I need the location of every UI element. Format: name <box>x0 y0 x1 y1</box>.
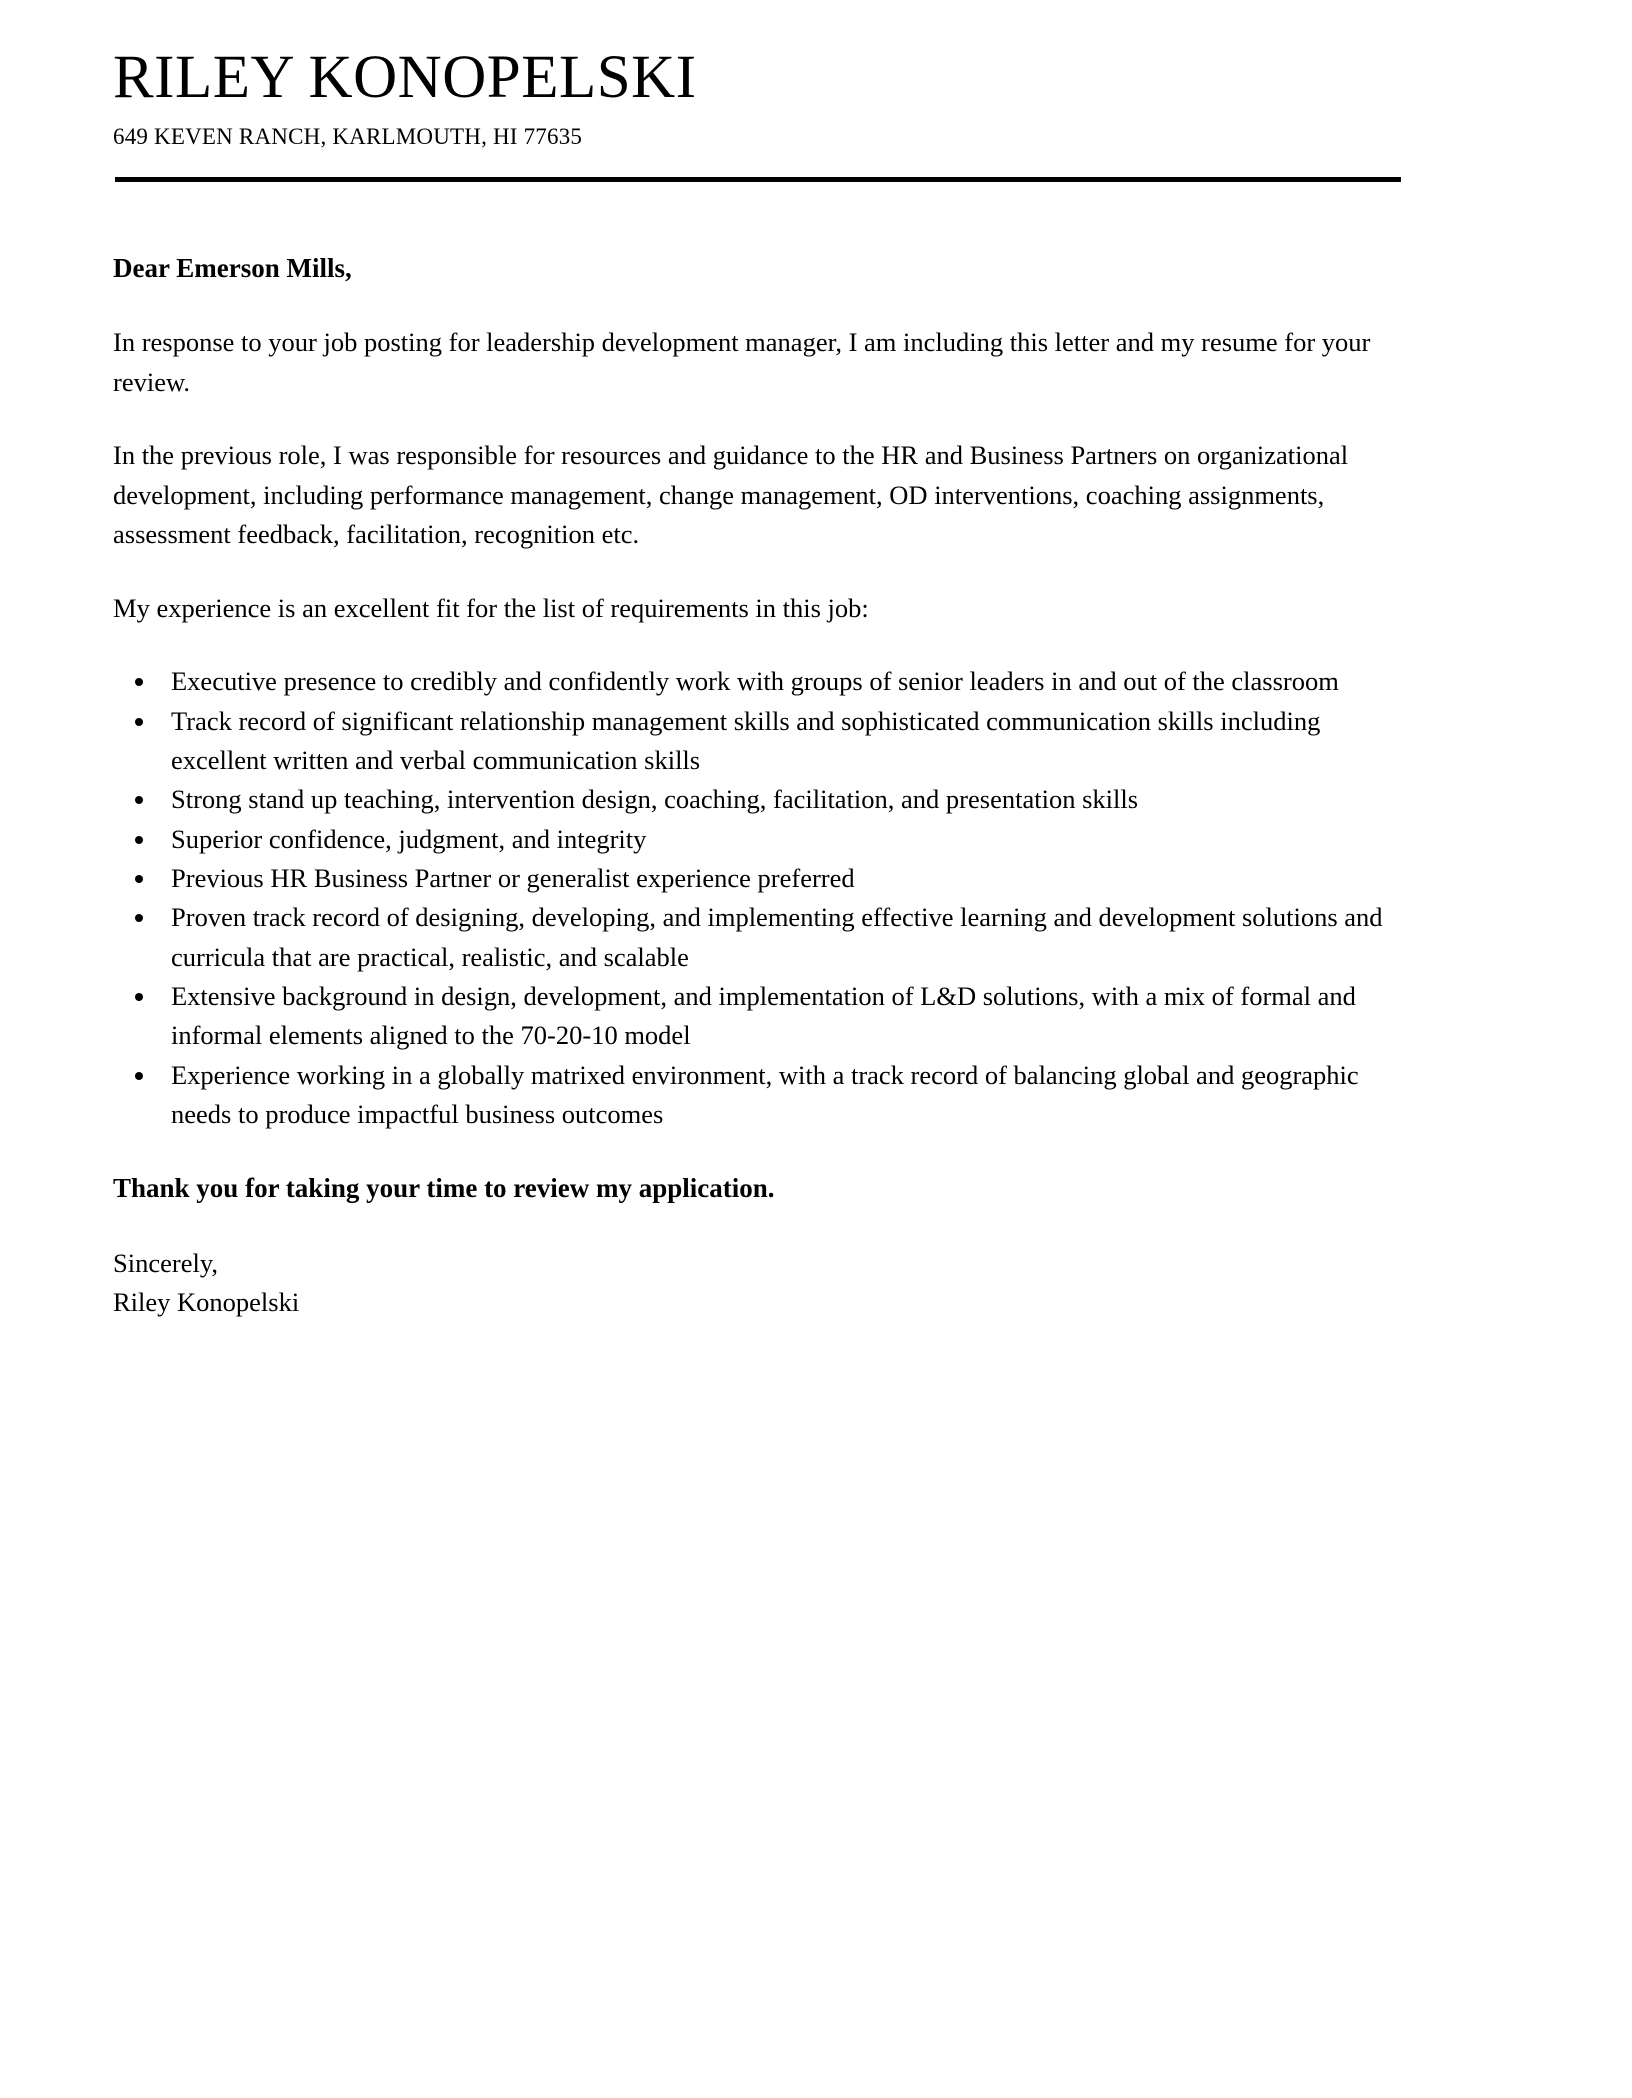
page-title: RILEY KONOPELSKI <box>113 44 697 111</box>
letter-body <box>113 248 1403 1321</box>
address-line: 649 KEVEN RANCH, KARLMOUTH, HI 77635 <box>113 123 583 149</box>
list-item: • Executive presence to credibly and confidently work with groups of senior leaders in and out of the classroom <box>158 662 1403 701</box>
list-item: • Extensive background in design, development, and implementation of L&D solutions, with a mix of formal and informal elements aligned to the 70-20-10 model <box>158 977 1403 1056</box>
list-item: • Previous HR Business Partner or generalist experience preferred <box>158 859 1403 898</box>
thank-you-line: Thank you for taking your time to review my application. <box>113 1172 775 1203</box>
sign-off-line: Sincerely, <box>113 1247 218 1278</box>
list-item: • Track record of significant relationship management skills and sophisticated communication skills including excellent written and verbal communication skills <box>158 702 1403 781</box>
paragraph-requirements-lead-in: My experience is an excellent fit for the list of requirements in this job: <box>113 592 869 623</box>
list-item: • Experience working in a globally matrixed environment, with a track record of balancing global and geographic needs to produce impactful business outcomes <box>158 1056 1403 1135</box>
paragraph-experience: In the previous role, I was responsible for resources and guidance to the HR and Business Partners on organizational development, including performance management, change management, OD interventions, coaching assignments, assessment feedback, facilitation, recognition etc. <box>113 440 1349 550</box>
paragraph-intro: In response to your job posting for leadership development manager, I am including this letter and my resume for your review. <box>113 327 1371 397</box>
list-item: • Proven track record of designing, developing, and implementing effective learning and development solutions and curricula that are practical, realistic, and scalable <box>158 898 1403 977</box>
signature-block <box>113 1244 1403 1322</box>
signature-name: Riley Konopelski <box>113 1286 300 1317</box>
list-item: • Superior confidence, judgment, and integrity <box>158 820 1403 859</box>
requirements-list <box>113 662 1403 1134</box>
header-divider <box>115 177 1401 182</box>
salutation: Dear Emerson Mills, <box>113 253 352 284</box>
list-item: • Strong stand up teaching, intervention design, coaching, facilitation, and presentation skills <box>158 780 1403 819</box>
letter-sheet <box>113 0 1403 1322</box>
letterhead <box>113 0 1403 182</box>
